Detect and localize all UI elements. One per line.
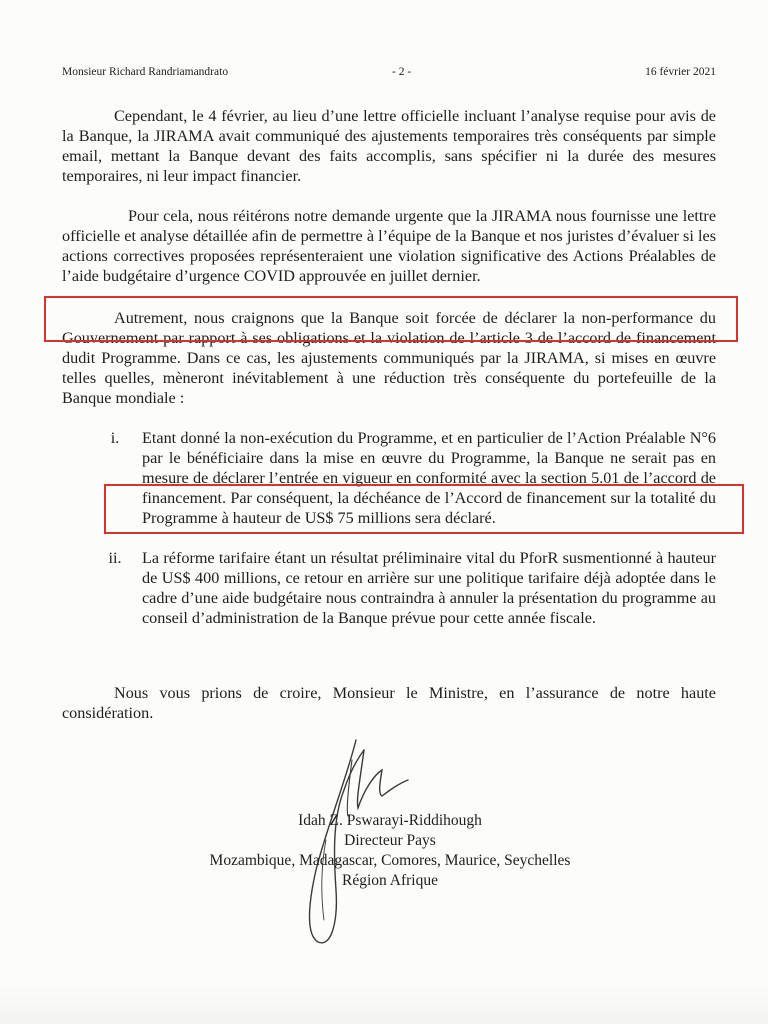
signatory-title: Directeur Pays bbox=[344, 832, 436, 849]
paper-shadow bbox=[0, 984, 768, 1024]
signature-block bbox=[200, 811, 580, 891]
paragraph-closing: Nous vous prions de croire, Monsieur le Ministre, en l’assurance de notre haute considération. bbox=[62, 684, 716, 722]
list-item-number: i. bbox=[110, 429, 120, 447]
header-page-number: - 2 - bbox=[392, 66, 412, 78]
paragraph-request: Pour cela, nous réitérons notre demande urgente que la JIRAMA nous fournisse une lettre officielle et analyse détaillée afin de permettre à l’équipe de la Banque et nos juristes d’évaluer si les actions correctives proposées représenteraient une violation significative des Actions Préalables de l’aide budgétaire d’urgence COVID approuvée en juillet dernier. bbox=[62, 207, 716, 285]
paragraph-consequences: Autrement, nous craignons que la Banque soit forcée de déclarer la non-performance du Gouvernement par rapport à ses obligations et la violation de l’article 3 de l’accord de financement dudit Programme. Dans ce cas, les ajustements communiqués par la JIRAMA, si mises en œuvre telles quelles, mèneront inévitablement à une réduction très conséquente du portefeuille de la Banque mondiale : bbox=[62, 309, 716, 407]
header-recipient: Monsieur Richard Randriamandrato bbox=[62, 66, 229, 78]
signatory-name: Idah Z. Pswarayi-Riddihough bbox=[298, 812, 482, 829]
paragraph-jirama-email: Cependant, le 4 février, au lieu d’une lettre officielle incluant l’analyse requise pour avis de la Banque, la JIRAMA avait communiqué des ajustements temporaires très conséquents par simple email, mettant la Banque devant des faits accomplis, sans spécifier ni la durée des mesures temporaires, ni leur impact financier. bbox=[62, 107, 716, 185]
list-item-number: ii. bbox=[108, 549, 122, 567]
list-item-text: La réforme tarifaire étant un résultat préliminaire vital du PforR susmentionné à hauteur de US$ 400 millions, ce retour en arrière sur une politique tarifaire déjà adoptée dans le cadre d’une aide budgétaire nous contraindra à annuler la présentation du programme au conseil d’administration de la Banque prévue pour cette année fiscale. bbox=[142, 549, 716, 627]
signatory-region: Région Afrique bbox=[342, 872, 438, 889]
highlight-box-forfeiture bbox=[104, 484, 744, 534]
highlight-box-non-performance bbox=[44, 296, 738, 342]
list-item-text: Etant donné la non-exécution du Programme, et en particulier de l’Action Préalable N°6 par le bénéficiaire dans la mise en œuvre du Programme, la Banque ne serait pas en mesure de déclarer l’entrée en vigueur en conformité avec la section 5.01 de l’accord de financement. Par conséquent, la déchéance de l’Accord de financement sur la totalité du Programme à hauteur de US$ 75 millions sera déclaré. bbox=[142, 429, 716, 527]
page-header bbox=[62, 66, 716, 82]
signatory-countries: Mozambique, Madagascar, Comores, Maurice, Seychelles bbox=[209, 852, 571, 869]
header-date: 16 février 2021 bbox=[645, 66, 716, 78]
